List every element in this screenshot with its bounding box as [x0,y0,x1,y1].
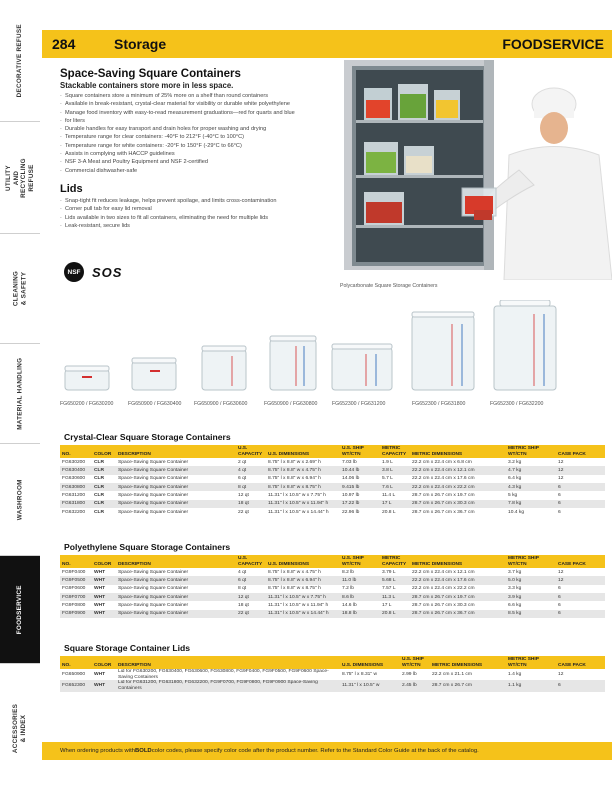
product-label: FG650900 / FG630800 [264,401,318,407]
table-cell: 7.6 L [380,483,410,491]
lids-table [60,656,605,692]
table-row [60,483,605,491]
feature-item: · Assists in complying with HACCP guidelines [60,150,340,158]
table-cell: WHT [94,603,106,609]
table-cell: 6 [558,603,561,609]
table-cell: Space-Saving Square Container [116,466,236,474]
table-cell: FG9F0500 [60,576,92,584]
table-cell: 22.2 cm x 22.4 cm x 12.1 cm [410,466,506,474]
table-row [60,500,605,508]
side-tab-foodservice[interactable] [0,556,40,664]
side-tab-label: MATERIAL HANDLING [16,357,24,430]
table-cell: 8.75" l x 8.8" w x 2.69" h [268,459,321,465]
table-cell: 11.31" l x 10.5" w x 14.44" h [266,610,340,618]
column-header: U.S. SHIP WT/CTN [340,555,380,568]
table-cell: 12 qt [238,493,249,499]
feature-item: · Square containers store a minimum of 25% more on a shelf than round containers [60,92,340,100]
product-lineup [60,300,605,415]
table-cell: WHT [92,610,116,618]
column-header: METRIC DIMENSIONS [430,656,506,669]
table-cell: FG632200 [62,509,86,515]
table-cell: 12 [556,466,605,474]
feature-item: · Corner pull tab for easy lid removal [60,205,340,213]
table-cell: FG631800 [60,500,92,508]
table-cell: FG630400 [60,466,92,474]
table-cell: 12 [558,671,564,677]
footer-note [42,742,612,760]
table-cell: 8 qt [238,586,247,592]
side-tab-decorative-refuse[interactable] [0,0,40,122]
feature-item: · Temperature range for white containers: -20°F to 150°F (-29°C to 66°C) [60,142,340,150]
table-cell: 8.5 kg [506,610,556,618]
product-title: Space-Saving Square Containers [60,68,241,80]
table-cell: 28.7 cm x 26.7 cm x 36.7 cm [412,509,475,515]
column-header: U.S. CAPACITY [236,445,266,458]
intro-section [60,68,340,230]
side-tab-cleaning-safety[interactable] [0,234,40,344]
table-cell: 18 qt [238,603,249,609]
table-cell: FG650900 [62,671,86,677]
table-cell: 22.96 lb [342,509,360,515]
photo-caption: Polycarbonate Square Storage Containers [340,283,438,289]
side-tab-label: FOODSERVICE [16,584,24,635]
chef-fridge-illustration [334,60,612,280]
column-header: METRIC SHIP WT/CTN [506,555,556,568]
column-header: NO. [60,656,92,669]
table-cell: 8.75" l x 8.8" w x 8.75" h [268,586,321,592]
table-cell: 22 qt [236,610,266,618]
table-cell: FG652300 [60,680,92,691]
table-cell: 11.31" l x 10.5" w x 7.75" h [266,593,340,601]
table-cell: 28.7 cm x 26.7 cm x 36.7 cm [410,610,506,618]
feature-item: · Lids available in two sizes to fit all containers, eliminating the need for multiple lids [60,214,340,222]
table-cell: Space-Saving Square Container [118,509,189,515]
table-cell: 17.22 lb [340,500,380,508]
page-header [42,30,612,58]
table-cell: 7.57 L [382,586,396,592]
table-cell: 8.75" l x 8.31" w [342,671,378,677]
category-title: FOODSERVICE [502,36,604,52]
table-cell: 8 qt [236,483,266,491]
table-cell: 22.2 cm x 22.4 cm x 12.1 cm [412,569,475,575]
table-cell: 6.4 kg [508,476,522,482]
side-tab-label: WASHROOM [16,479,24,520]
feature-item: · Available in break-resistant, crystal-clear material for visibility or durable white polyethylene [60,100,340,108]
table-cell: Space-Saving Square Container [116,593,236,601]
table-body [60,568,605,618]
table-cell: 11.4 L [382,493,396,499]
table-cell: 11.31" l x 10.5" w [340,680,400,691]
table-cell: CLR [92,466,116,474]
table-cell: 17 L [382,603,392,609]
table-cell: CLR [94,459,105,465]
table-cell: FG9F0600 [62,586,86,592]
table-cell: 6 qt [238,476,247,482]
certification-logos [64,262,122,282]
feature-item: · NSF 3-A Meat and Poultry Equipment and NSF 2-certified [60,158,340,166]
table-cell: 4.7 kg [506,466,556,474]
table-header-row [60,445,605,458]
table-row [60,680,605,691]
table-cell: FG9F0700 [60,593,92,601]
column-header: U.S. DIMENSIONS [266,555,340,568]
table-cell: 28.7 cm x 26.7 cm x 30.3 cm [412,603,475,609]
side-tab-label: DECORATIVE REFUSE [16,23,24,98]
table-cell: 4.3 kg [506,483,556,491]
table-cell: 3.3 kg [508,586,522,592]
feature-item: · Temperature range for clear containers: -40°F to 212°F (-40°C to 100°C) [60,133,340,141]
feature-item: · Leak-resistant, secure lids [60,222,340,230]
table-cell: Space-Saving Square Container [116,610,236,618]
table-cell: FG9F0900 [60,610,92,618]
table-cell: 8.6 lb [340,593,380,601]
table-cell: Space-Saving Square Container [118,476,189,482]
table-cell: 6 [556,610,605,618]
page-number: 284 [52,36,76,52]
table-cell: 8.2 lb [342,569,354,575]
product-label: FG652300 / FG631800 [412,401,466,407]
table-cell: Space-Saving Square Container [118,493,189,499]
table-cell: 1.1 kg [506,680,556,691]
table-cell: 6.6 kg [508,603,522,609]
table-cell: 7.8 kg [506,500,556,508]
table-cell: 7.03 lb [342,459,357,465]
column-header: U.S. DIMENSIONS [266,445,340,458]
table-cell: 4 qt [238,569,247,575]
side-tab-washroom[interactable] [0,444,40,556]
lids-feature-list [60,197,340,230]
table-cell: 22 qt [238,509,249,515]
table-cell: Space-Saving Square Container [116,483,236,491]
table-cell: FG630200 [62,459,86,465]
side-tab-label: ACCESSORIES & INDEX [12,703,28,753]
column-header: COLOR [92,555,116,568]
table-row [60,576,605,584]
table-cell: FG631200 [62,493,86,499]
table-cell: 11.31" l x 10.5" w x 11.94" h [268,603,329,609]
table-cell: WHT [94,671,106,677]
product-label: FG650900 / FG630600 [194,401,248,407]
side-tab-material-handling[interactable] [0,344,40,444]
table-header-row [60,555,605,568]
table-cell: 11.0 lb [340,576,380,584]
table-cell: CLR [94,493,105,499]
table-cell: 17 L [380,500,410,508]
footer-bold: BOLD [134,748,152,754]
table-cell: 18.8 lb [340,610,380,618]
table-cell: 12 [558,476,564,482]
table-cell: 2.99 lb [402,671,417,677]
column-header: METRIC SHIP WT/CTN [506,656,556,669]
column-header: METRIC CAPACITY [380,555,410,568]
table-row [60,601,605,609]
section-title: Storage [114,36,167,52]
feature-item: · Manage food inventory with easy-to-read measurement graduations—red for quarts and blue [60,109,340,117]
product-label: FG650200 / FG630200 [60,401,114,407]
lids-title: Lids [60,182,83,195]
table-cell: WHT [92,680,116,691]
table-cell: WHT [94,586,106,592]
table-cell: 7.2 lb [342,586,354,592]
table-row [60,610,605,618]
table-cell: 11.31" l x 10.5" w x 11.94" h [266,500,340,508]
table-cell: FG9F0800 [62,603,86,609]
table-row [60,568,605,576]
table-cell: Space-Saving Square Container [116,576,236,584]
table-cell: 8.75" l x 8.8" w x 8.75" h [266,483,340,491]
table-cell: 6 [558,586,561,592]
table-cell: Space-Saving Square Container [118,603,189,609]
table-cell: 6 qt [236,576,266,584]
column-header: METRIC DIMENSIONS [410,445,506,458]
table-cell: 6 [556,500,605,508]
column-header: DESCRIPTION [116,656,340,669]
table-row [60,491,605,499]
table-cell: 5.7 L [382,476,393,482]
column-header: U.S. CAPACITY [236,555,266,568]
table-cell: 9.415 lb [340,483,380,491]
table-cell: 1.4 kg [508,671,522,677]
column-header: COLOR [92,656,116,669]
feature-item: · Snap-tight fit reduces leakage, helps prevent spoilage, and limits cross-contamination [60,197,340,205]
table-cell: 28.7 cm x 26.7 cm x 30.3 cm [410,500,506,508]
product-photo [334,60,612,280]
product-label: FG650900 / FG630400 [128,401,182,407]
table-cell: 11.3 L [380,593,410,601]
side-tab-utility-recycling[interactable] [0,122,40,234]
table-cell: 10.97 lb [342,493,360,499]
table-header-row [60,656,605,669]
table-cell: Space-Saving Square Container [116,500,236,508]
table-cell: 12 qt [236,593,266,601]
clear-containers-table [60,445,605,516]
table-cell: Lid for FG631200, FG631800, FG632200, FG9F0700, FG9F0800, FG9F0900 Space-Saving Containers [116,680,340,691]
table-cell: 3.8 L [380,466,410,474]
table-title: Polyethylene Square Storage Containers [64,542,231,552]
table-cell: 22.2 cm x 21.1 cm [432,671,472,677]
containers-illustration [60,300,605,400]
table-cell: 3.7 kg [508,569,522,575]
table-body [60,669,605,691]
table-row [60,669,605,680]
feature-item: · Commercial dishwasher-safe [60,167,340,175]
sos-logo: SOS [92,264,123,280]
side-tab-label: CLEANING & SAFETY [12,270,27,307]
table-cell: 12 [558,459,564,465]
table-cell: CLR [94,509,105,515]
table-cell: Space-Saving Square Container [118,569,189,575]
column-header: CASE PACK [556,445,605,458]
table-cell: 8.75" l x 8.8" w x 6.94" h [266,576,340,584]
table-cell: 18 qt [236,500,266,508]
table-cell: FG9F0400 [62,569,86,575]
product-label: FG652300 / FG631200 [332,401,386,407]
table-row [60,585,605,593]
table-title: Square Storage Container Lids [64,643,191,653]
table-row [60,593,605,601]
table-cell: 22.2 cm x 22.4 cm x 22.2 cm [412,586,475,592]
table-cell: 6 [556,593,605,601]
table-cell: 14.6 lb [342,603,357,609]
table-cell: Lid for FG630200, FG630400, FG630600, FG630800, FG9F0400, FG9F0500, FG9F0600 Space-Saving Containers [118,669,329,680]
table-cell: 22.2 cm x 22.4 cm x 17.6 cm [410,576,506,584]
table-cell: 22.2 cm x 22.4 cm x 22.2 cm [410,483,506,491]
table-row [60,466,605,474]
table-cell: Space-Saving Square Container [118,459,189,465]
table-cell: 3.9 kg [506,593,556,601]
feature-list [60,92,340,175]
table-cell: 22.2 cm x 22.4 cm x 17.6 cm [412,476,475,482]
table-cell: 4 qt [236,466,266,474]
poly-containers-table [60,555,605,618]
side-tab-accessories-index[interactable] [0,664,40,792]
column-header: CASE PACK [556,656,605,669]
table-cell: 1.9 L [382,459,393,465]
table-cell: 10.4 kg [508,509,525,515]
table-cell: 8.75" l x 8.8" w x 4.75" h [266,466,340,474]
table-cell: 6 [556,680,605,691]
column-header: CASE PACK [556,555,605,568]
column-header: METRIC DIMENSIONS [410,555,506,568]
footer-text-before: When ordering products with [60,748,135,754]
table-title: Crystal-Clear Square Storage Containers [64,432,231,442]
table-cell: 11.31" l x 10.5" w x 7.75" h [268,493,326,499]
table-cell: Space-Saving Square Container [118,586,189,592]
column-header: DESCRIPTION [116,445,236,458]
table-cell: 8.75" l x 8.8" w x 4.75" h [268,569,321,575]
product-label: FG652300 / FG632200 [490,401,544,407]
table-cell: 11.31" l x 10.5" w x 14.44" h [268,509,329,515]
table-cell: 3.79 L [382,569,396,575]
table-cell: 2 qt [238,459,247,465]
side-tabs [0,0,40,792]
table-cell: 20.8 L [382,509,396,515]
table-cell: 5.68 L [380,576,410,584]
table-cell: 8.75" l x 8.8" w x 6.94" h [268,476,321,482]
table-cell: 3.2 kg [508,459,522,465]
table-cell: 20.8 L [380,610,410,618]
lids-section [60,643,605,692]
column-header: DESCRIPTION [116,555,236,568]
product-subtitle: Stackable containers store more in less space. [60,81,234,90]
table-cell: 22.2 cm x 22.4 cm x 6.8 cm [412,459,472,465]
side-tab-label: UTILITY AND RECYCLING REFUSE [5,157,35,198]
table-cell: 6 [558,509,561,515]
column-header: U.S. SHIP WT/CTN [340,445,380,458]
table-cell: CLR [92,500,116,508]
footer-text-after: color codes, please specify color code after the product number. Refer to the Standard Color Guide at the back of the catalog. [151,748,479,754]
table-cell: 12 [558,569,564,575]
column-header: U.S. DIMENSIONS [340,656,400,669]
table-cell: 6 [558,493,561,499]
table-cell: 5.0 kg [506,576,556,584]
table-row [60,475,605,483]
column-header: COLOR [92,445,116,458]
table-cell: 28.7 cm x 26.7 cm [430,680,506,691]
table-cell: 2.45 lb [400,680,430,691]
table-cell: WHT [94,569,106,575]
table-cell: 5 kg [508,493,518,499]
table-cell: 12 [556,576,605,584]
table-cell: 10.44 lb [340,466,380,474]
table-cell: 6 [556,483,605,491]
table-row [60,458,605,466]
poly-containers-section [60,542,605,618]
table-cell: WHT [92,576,116,584]
table-cell: FG630600 [62,476,86,482]
clear-containers-section [60,432,605,516]
column-header: METRIC CAPACITY [380,445,410,458]
table-row [60,508,605,516]
column-header: NO. [60,555,92,568]
table-cell: CLR [94,476,105,482]
table-cell: 28.7 cm x 26.7 cm x 19.7 cm [410,593,506,601]
nsf-logo: NSF [64,262,84,282]
table-cell: CLR [92,483,116,491]
column-header: NO. [60,445,92,458]
table-body [60,458,605,516]
table-cell: WHT [92,593,116,601]
column-header: METRIC SHIP WT/CTN [506,445,556,458]
feature-item: · for liters [60,117,340,125]
table-cell: 28.7 cm x 26.7 cm x 19.7 cm [412,493,475,499]
column-header: U.S. SHIP WT/CTN [400,656,430,669]
feature-item: · Durable handles for easy transport and drain holes for proper washing and drying [60,125,340,133]
table-cell: 14.06 lb [342,476,360,482]
table-cell: FG630800 [60,483,92,491]
